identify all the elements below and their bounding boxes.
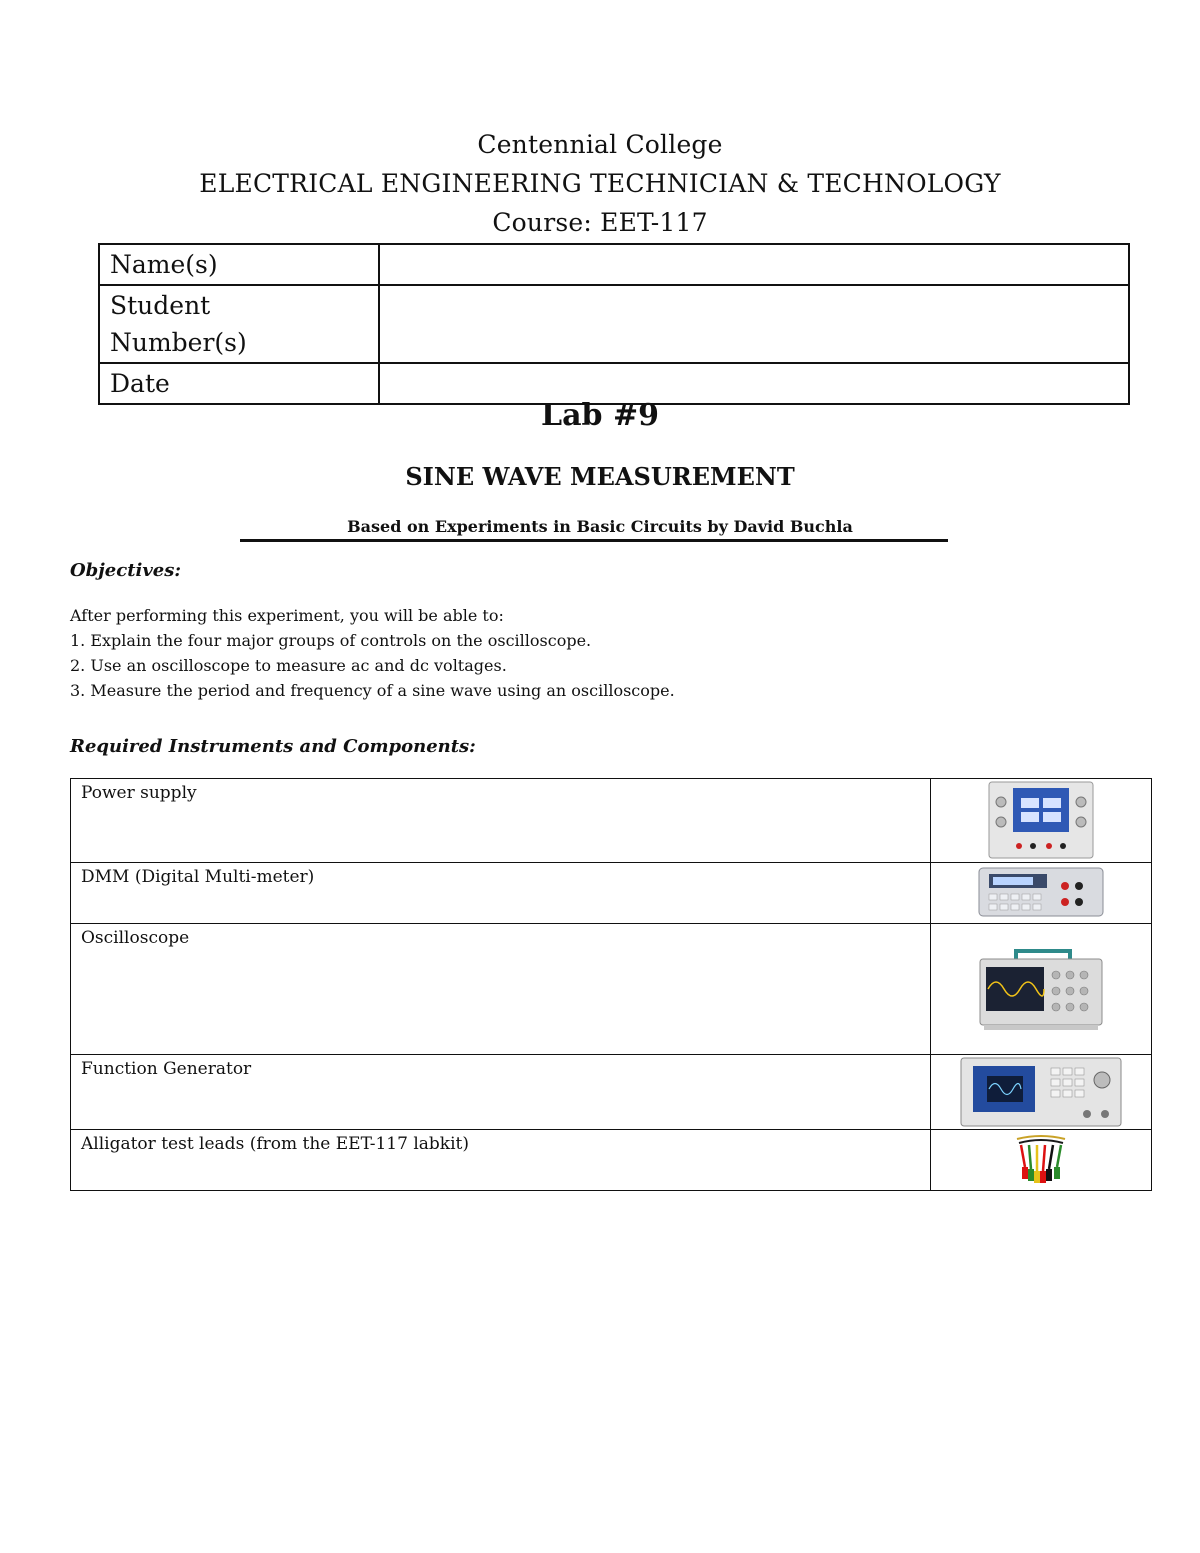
objective-item: 3. Measure the period and frequency of a sine wave using an oscilloscope. [70, 681, 675, 700]
function-generator-image [931, 1055, 1152, 1130]
objective-item: 2. Use an oscilloscope to measure ac and dc voltages. [70, 656, 507, 675]
student-number-label-line1: Student [110, 291, 211, 320]
objective-item: 1. Explain the four major groups of controls on the oscilloscope. [70, 631, 592, 650]
program-name: ELECTRICAL ENGINEERING TECHNICIAN & TECHNOLOGY [199, 169, 1001, 198]
required-instruments-table [70, 778, 1152, 1191]
table-row [71, 924, 1152, 1055]
table-row [71, 779, 1152, 863]
title-underline [240, 539, 948, 542]
name-field[interactable] [379, 244, 1129, 285]
power-supply-image [931, 779, 1152, 863]
student-number-field[interactable] [379, 285, 1129, 363]
instrument-name: DMM (Digital Multi-meter) [71, 863, 931, 924]
lab-number: Lab #9 [541, 398, 659, 433]
objectives-intro: After performing this experiment, you will be able to: [70, 606, 504, 625]
based-on-text: Based on Experiments in Basic Circuits by David Buchla [347, 517, 853, 536]
alligator-leads-image [931, 1130, 1152, 1191]
dmm-image [931, 863, 1152, 924]
date-label: Date [99, 363, 379, 404]
college-name: Centennial College [477, 130, 723, 159]
oscilloscope-image [931, 924, 1152, 1055]
table-row [71, 1130, 1152, 1191]
table-row [99, 285, 1129, 363]
table-row [99, 244, 1129, 285]
name-label: Name(s) [99, 244, 379, 285]
student-number-label-line2: Number(s) [110, 328, 247, 357]
student-number-label [99, 285, 379, 363]
instrument-name: Oscilloscope [71, 924, 931, 1055]
alligator-leads-photo [1011, 1131, 1071, 1189]
required-heading: Required Instruments and Components: [70, 736, 476, 757]
dmm-photo [977, 864, 1105, 922]
course-code: Course: EET-117 [492, 208, 708, 237]
table-row [71, 863, 1152, 924]
table-row [71, 1055, 1152, 1130]
objectives-heading: Objectives: [70, 560, 182, 581]
instrument-name: Power supply [71, 779, 931, 863]
student-info-table [98, 243, 1130, 405]
function-generator-photo [959, 1056, 1123, 1128]
instrument-name: Function Generator [71, 1055, 931, 1130]
power-supply-photo [985, 780, 1097, 862]
lab-title: SINE WAVE MEASUREMENT [405, 462, 795, 491]
oscilloscope-photo [978, 945, 1104, 1033]
instrument-name: Alligator test leads (from the EET-117 labkit) [71, 1130, 931, 1191]
